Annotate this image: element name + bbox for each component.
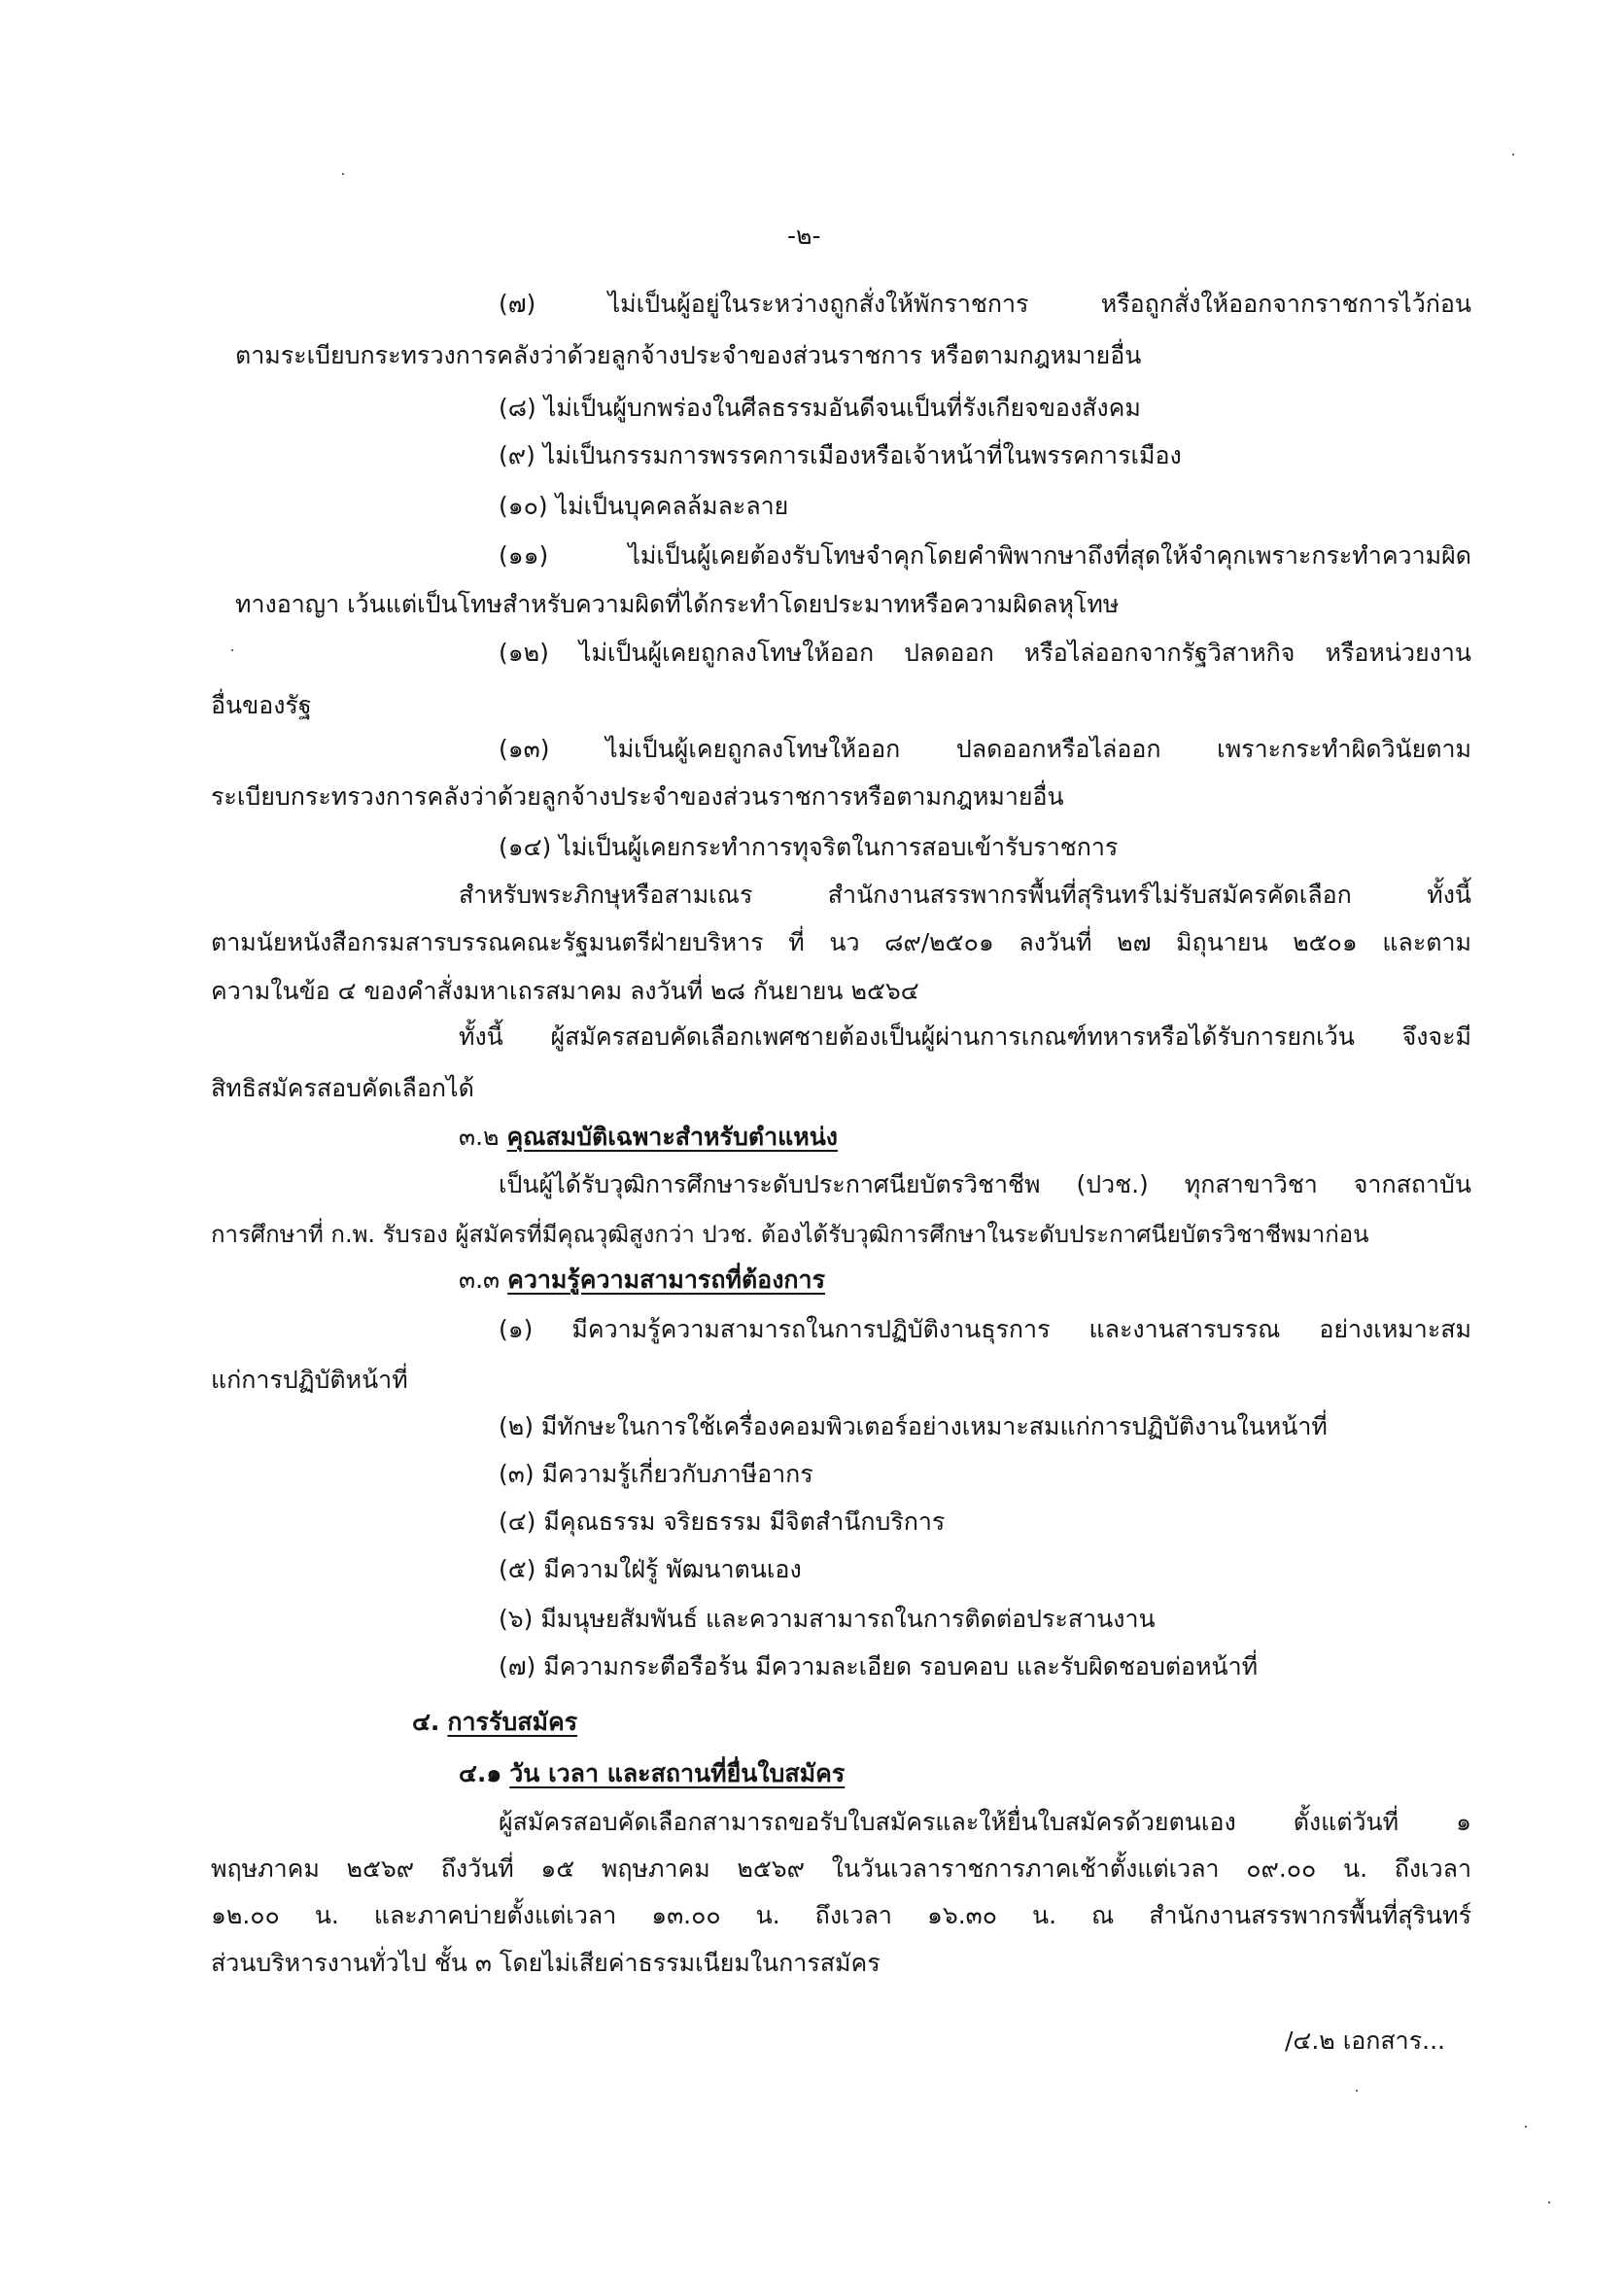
competency-4: (๔) มีคุณธรรม จริยธรรม มีจิตสำนึกบริการ [499,1507,946,1536]
competency-1-line-2: แก่การปฏิบัติหน้าที่ [211,1366,408,1394]
qualification-13-line-1: (๑๓) ไม่เป็นผู้เคยถูกลงโทษให้ออก ปลดออกหรือไล่ออก เพราะกระทำผิดวินัยตาม [499,735,1471,763]
qualification-12-line-1: (๑๒) ไม่เป็นผู้เคยถูกลงโทษให้ออก ปลดออก หรือไล่ออกจากรัฐวิสาหกิจ หรือหน่วยงาน [499,639,1471,667]
section-3-3-heading [459,1264,825,1297]
section-4-1-title: วัน เวลา และสถานที่ยื่นใบสมัคร [509,1759,846,1787]
qualification-7-line-2: ตามระเบียบกระทรวงการคลังว่าด้วยลูกจ้างประจำของส่วนราชการ หรือตามกฎหมายอื่น [235,341,1142,369]
military-note-line-1: ทั้งนี้ ผู้สมัครสอบคัดเลือกเพศชายต้องเป็นผู้ผ่านการเกณฑ์ทหารหรือได้รับการยกเว้น จึงจะมี [459,1022,1471,1051]
section-3-2-heading [459,1121,838,1154]
competency-2: (๒) มีทักษะในการใช้เครื่องคอมพิวเตอร์อย่างเหมาะสมแก่การปฏิบัติงานในหน้าที่ [499,1412,1328,1440]
qualification-11-line-2: ทางอาญา เว้นแต่เป็นโทษสำหรับความผิดที่ได้กระทำโดยประมาทหรือความผิดลหุโทษ [235,590,1120,618]
scan-speck [342,173,344,175]
competency-1-line-1: (๑) มีความรู้ความสามารถในการปฏิบัติงานธุรการ และงานสารบรรณ อย่างเหมาะสม [499,1315,1471,1343]
section-3-2-line-2: การศึกษาที่ ก.พ. รับรอง ผู้สมัครที่มีคุณวุฒิสูงกว่า ปวช. ต้องได้รับวุฒิการศึกษาในระดับประกาศนียบัตรวิชาชีพมาก่อน [211,1221,1369,1248]
scan-speck [1525,2126,1527,2128]
section-3-2-title: คุณสมบัติเฉพาะสำหรับตำแหน่ง [506,1123,838,1151]
section-4-heading [412,1706,577,1739]
competency-7: (๗) มีความกระตือรือร้น มีความละเอียด รอบคอบ และรับผิดชอบต่อหน้าที่ [499,1652,1259,1681]
section-4-1-line-4: ส่วนบริหารงานทั่วไป ชั้น ๓ โดยไม่เสียค่าธรรมเนียมในการสมัคร [211,1949,881,1977]
qualification-11-line-1: (๑๑) ไม่เป็นผู้เคยต้องรับโทษจำคุกโดยคำพิพากษาถึงที่สุดให้จำคุกเพราะกระทำความผิด [499,541,1471,570]
qualification-7-line-1: (๗) ไม่เป็นผู้อยู่ในระหว่างถูกสั่งให้พักราชการ หรือถูกสั่งให้ออกจากราชการไว้ก่อน [499,290,1471,318]
section-4-1-line-3: ๑๒.๐๐ น. และภาคบ่ายตั้งแต่เวลา ๑๓.๐๐ น. ถึงเวลา ๑๖.๓๐ น. ณ สำนักงานสรรพากรพื้นที่สุรินทร์ [211,1901,1471,1929]
monks-note-line-3: ความในข้อ ๔ ของคำสั่งมหาเถรสมาคม ลงวันที่ ๒๘ กันยายน ๒๕๖๔ [211,977,919,1005]
scan-speck [1356,2090,1358,2092]
page-number: -๒- [787,222,821,250]
section-4-1-heading [459,1757,845,1790]
section-4-1-line-1: ผู้สมัครสอบคัดเลือกสามารถขอรับใบสมัครและให้ยื่นใบสมัครด้วยตนเอง ตั้งแต่วันที่ ๑ [499,1808,1471,1836]
scan-speck [1512,154,1514,156]
section-3-2-number: ๓.๒ [459,1123,500,1151]
section-4-number: ๔. [412,1708,440,1736]
section-3-3-number: ๓.๓ [459,1265,501,1294]
monks-note-line-1: สำหรับพระภิกษุหรือสามเณร สำนักงานสรรพากรพื้นที่สุรินทร์ไม่รับสมัครคัดเลือก ทั้งนี้ [459,881,1471,909]
section-3-2-line-1: เป็นผู้ได้รับวุฒิการศึกษาระดับประกาศนียบัตรวิชาชีพ (ปวช.) ทุกสาขาวิชา จากสถาบัน [499,1170,1471,1198]
competency-3: (๓) มีความรู้เกี่ยวกับภาษีอากร [499,1460,813,1488]
section-4-1-number: ๔.๑ [459,1759,502,1787]
scan-speck [231,649,233,651]
section-3-3-title: ความรู้ความสามารถที่ต้องการ [507,1265,825,1294]
continuation-note: /๔.๒ เอกสาร... [1285,2027,1445,2055]
qualification-13-line-2: ระเบียบกระทรวงการคลังว่าด้วยลูกจ้างประจำของส่วนราชการหรือตามกฎหมายอื่น [211,782,1064,811]
scan-speck [1548,2201,1550,2203]
qualification-9: (๙) ไม่เป็นกรรมการพรรคการเมืองหรือเจ้าหน้าที่ในพรรคการเมือง [499,441,1182,469]
qualification-8: (๘) ไม่เป็นผู้บกพร่องในศีลธรรมอันดีจนเป็นที่รังเกียจของสังคม [499,394,1141,422]
competency-5: (๕) มีความใฝ่รู้ พัฒนาตนเอง [499,1555,802,1583]
military-note-line-2: สิทธิสมัครสอบคัดเลือกได้ [211,1074,474,1102]
qualification-14: (๑๔) ไม่เป็นผู้เคยกระทำการทุจริตในการสอบเข้ารับราชการ [499,833,1119,861]
qualification-12-line-2: อื่นของรัฐ [211,691,312,719]
qualification-10: (๑๐) ไม่เป็นบุคคลล้มละลาย [499,492,789,520]
section-4-title: การรับสมัคร [447,1708,578,1736]
monks-note-line-2: ตามนัยหนังสือกรมสารบรรณคณะรัฐมนตรีฝ่ายบริหาร ที่ นว ๘๙/๒๕๐๑ ลงวันที่ ๒๗ มิถุนายน ๒๕๐๑ และตาม [211,928,1471,956]
competency-6: (๖) มีมนุษยสัมพันธ์ และความสามารถในการติดต่อประสานงาน [499,1605,1156,1633]
section-4-1-line-2: พฤษภาคม ๒๕๖๙ ถึงวันที่ ๑๕ พฤษภาคม ๒๕๖๙ ในวันเวลาราชการภาคเช้าตั้งแต่เวลา ๐๙.๐๐ น. ถึงเวลา [211,1854,1471,1883]
